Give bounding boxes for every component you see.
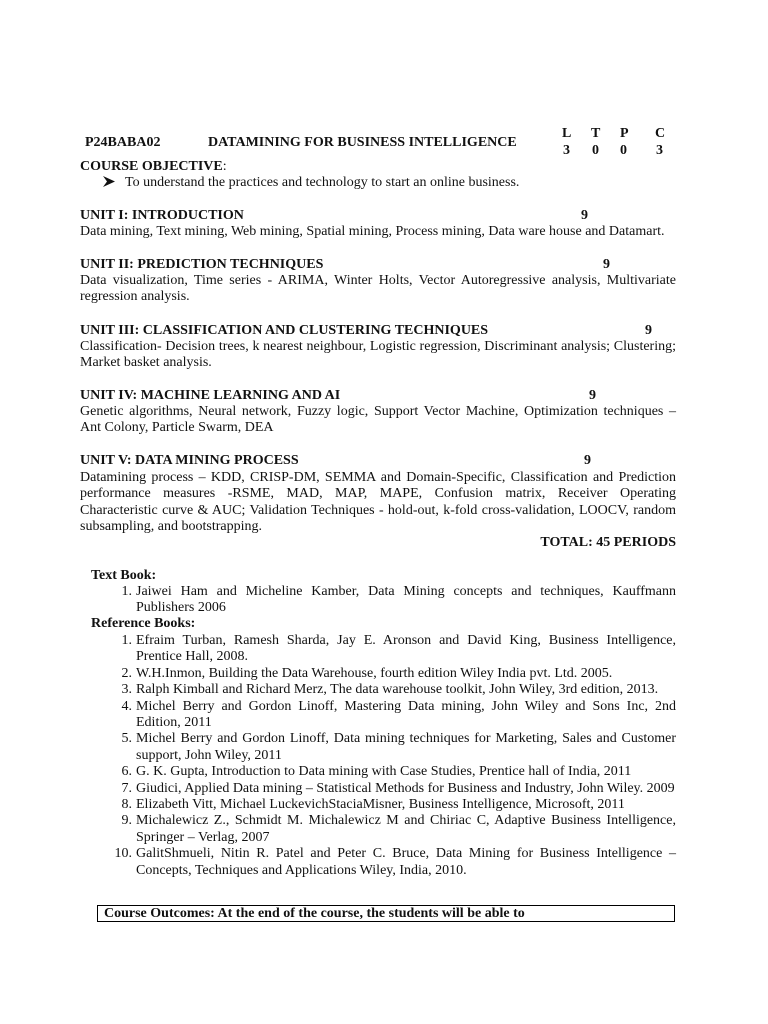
ltpc-value-p: 0 [620,143,627,158]
course-outcomes-text: Course Outcomes: At the end of the course, the students will be able to [104,906,525,921]
reference-books-heading: Reference Books: [91,616,196,631]
list-item-number: 9. [121,813,132,829]
ltpc-label-t: T [591,126,601,141]
list-item-text: Efraim Turban, Ramesh Sharda, Jay E. Aronson and David King, Business Intelligence, Prentice Hall, 2008. [136,633,676,665]
unit-4-title: UNIT IV: MACHINE LEARNING AND AI [80,388,341,403]
list-item [98,633,676,666]
unit-3-title: UNIT III: CLASSIFICATION AND CLUSTERING TECHNIQUES [80,323,489,338]
unit-5-hours: 9 [584,453,591,468]
list-item-number: 10. [114,846,132,862]
objective-item [103,175,519,191]
list-item [98,846,676,879]
list-item-text: W.H.Inmon, Building the Data Warehouse, fourth edition Wiley India pvt. Ltd. 2005. [136,665,613,681]
list-item-number: 1. [121,584,132,599]
list-item-number: 3. [121,682,132,698]
ltpc-value-c: 3 [656,143,663,158]
list-item-number: 1. [121,633,132,648]
unit-1-hours: 9 [581,208,588,223]
total-periods: TOTAL: 45 PERIODS [540,535,676,550]
text-book-heading: Text Book: [91,568,157,583]
list-item-text: G. K. Gupta, Introduction to Data mining with Case Studies, Prentice hall of India, 2011 [136,764,632,780]
unit-4-hours: 9 [589,388,596,403]
arrow-bullet-icon [103,175,117,191]
unit-5-title: UNIT V: DATA MINING PROCESS [80,453,299,468]
list-item-text: GalitShmueli, Nitin R. Patel and Peter C. Bruce, Data Mining for Business Intelligence – Concepts, Techniques and Applications Wiley, India, 2010. [136,846,676,878]
unit-3-hours: 9 [645,323,652,338]
list-item-text: Giudici, Applied Data mining – Statistical Methods for Business and Industry, John Wiley. 2009 [136,780,675,796]
list-item-number: 5. [121,731,132,747]
course-objective-label: COURSE OBJECTIVE [80,159,223,174]
list-item [98,764,676,780]
unit-3-content: Classification- Decision trees, k nearest neighbour, Logistic regression, Discriminant analysis; Clustering; Market basket analysis. [80,339,676,371]
unit-4-content: Genetic algorithms, Neural network, Fuzzy logic, Support Vector Machine, Optimization techniques – Ant Colony, Particle Swarm, DEA [80,404,676,436]
course-objective-heading [80,159,227,175]
list-item [98,731,676,764]
ltpc-label-p: P [620,126,629,141]
list-item [98,781,676,797]
list-item-number: 2. [121,665,132,681]
list-item [98,699,676,732]
ltpc-value-t: 0 [592,143,599,158]
unit-5-content: Datamining process – KDD, CRISP-DM, SEMMA and Domain-Specific, Classification and Prediction performance measures -RSME, MAD, MAP, MAPE, Confusion matrix, Receiver Operating Characteristic curve & AUC; Validation Techniques - hold-out, k-fold cross-validation, LOOCV, random subsampling, and bootstrapping. [80,470,676,535]
list-item [98,797,676,813]
ltpc-label-c: C [655,126,666,141]
ltpc-value-l: 3 [563,143,570,158]
course-outcomes-box [97,905,675,922]
text-book-list [98,584,676,617]
course-objective-colon: : [222,159,227,174]
list-item [98,682,676,698]
list-item-number: 8. [121,797,132,813]
unit-2-title: UNIT II: PREDICTION TECHNIQUES [80,257,324,272]
list-item [98,666,676,682]
unit-2-hours: 9 [603,257,610,272]
unit-1-title: UNIT I: INTRODUCTION [80,208,244,223]
course-code: P24BABA02 [85,135,161,150]
list-item-text: Michel Berry and Gordon Linoff, Mastering Data mining, John Wiley and Sons Inc, 2nd Edition, 2011 [136,698,676,731]
list-item-text: Michalewicz Z., Schmidt M. Michalewicz M and Chiriac C, Adaptive Business Intelligence, Springer – Verlag, 2007 [136,813,676,845]
course-title: DATAMINING FOR BUSINESS INTELLIGENCE [208,135,517,150]
list-item [98,813,676,846]
reference-books-list [98,633,676,879]
list-item-text: Ralph Kimball and Richard Merz, The data warehouse toolkit, John Wiley, 3rd edition, 2013. [136,682,659,698]
unit-1-content: Data mining, Text mining, Web mining, Spatial mining, Process mining, Data ware house and Datamart. [80,224,665,239]
ltpc-label-l: L [562,126,572,141]
list-item-number: 7. [121,780,132,796]
list-item [98,584,676,617]
list-item-number: 6. [121,764,132,780]
list-item-text: Michel Berry and Gordon Linoff, Data mining techniques for Marketing, Sales and Customer support, John Wiley, 2011 [136,731,676,763]
list-item-number: 4. [121,698,132,714]
objective-item-text: To understand the practices and technology to start an online business. [125,175,520,190]
unit-2-content: Data visualization, Time series - ARIMA, Winter Holts, Vector Autoregressive analysis, Multivariate regression analysis. [80,273,676,305]
list-item-text: Jaiwei Ham and Micheline Kamber, Data Mining concepts and techniques, Kauffmann Publishers 2006 [136,584,676,616]
list-item-text: Elizabeth Vitt, Michael LuckevichStaciaMisner, Business Intelligence, Microsoft, 2011 [136,797,625,813]
